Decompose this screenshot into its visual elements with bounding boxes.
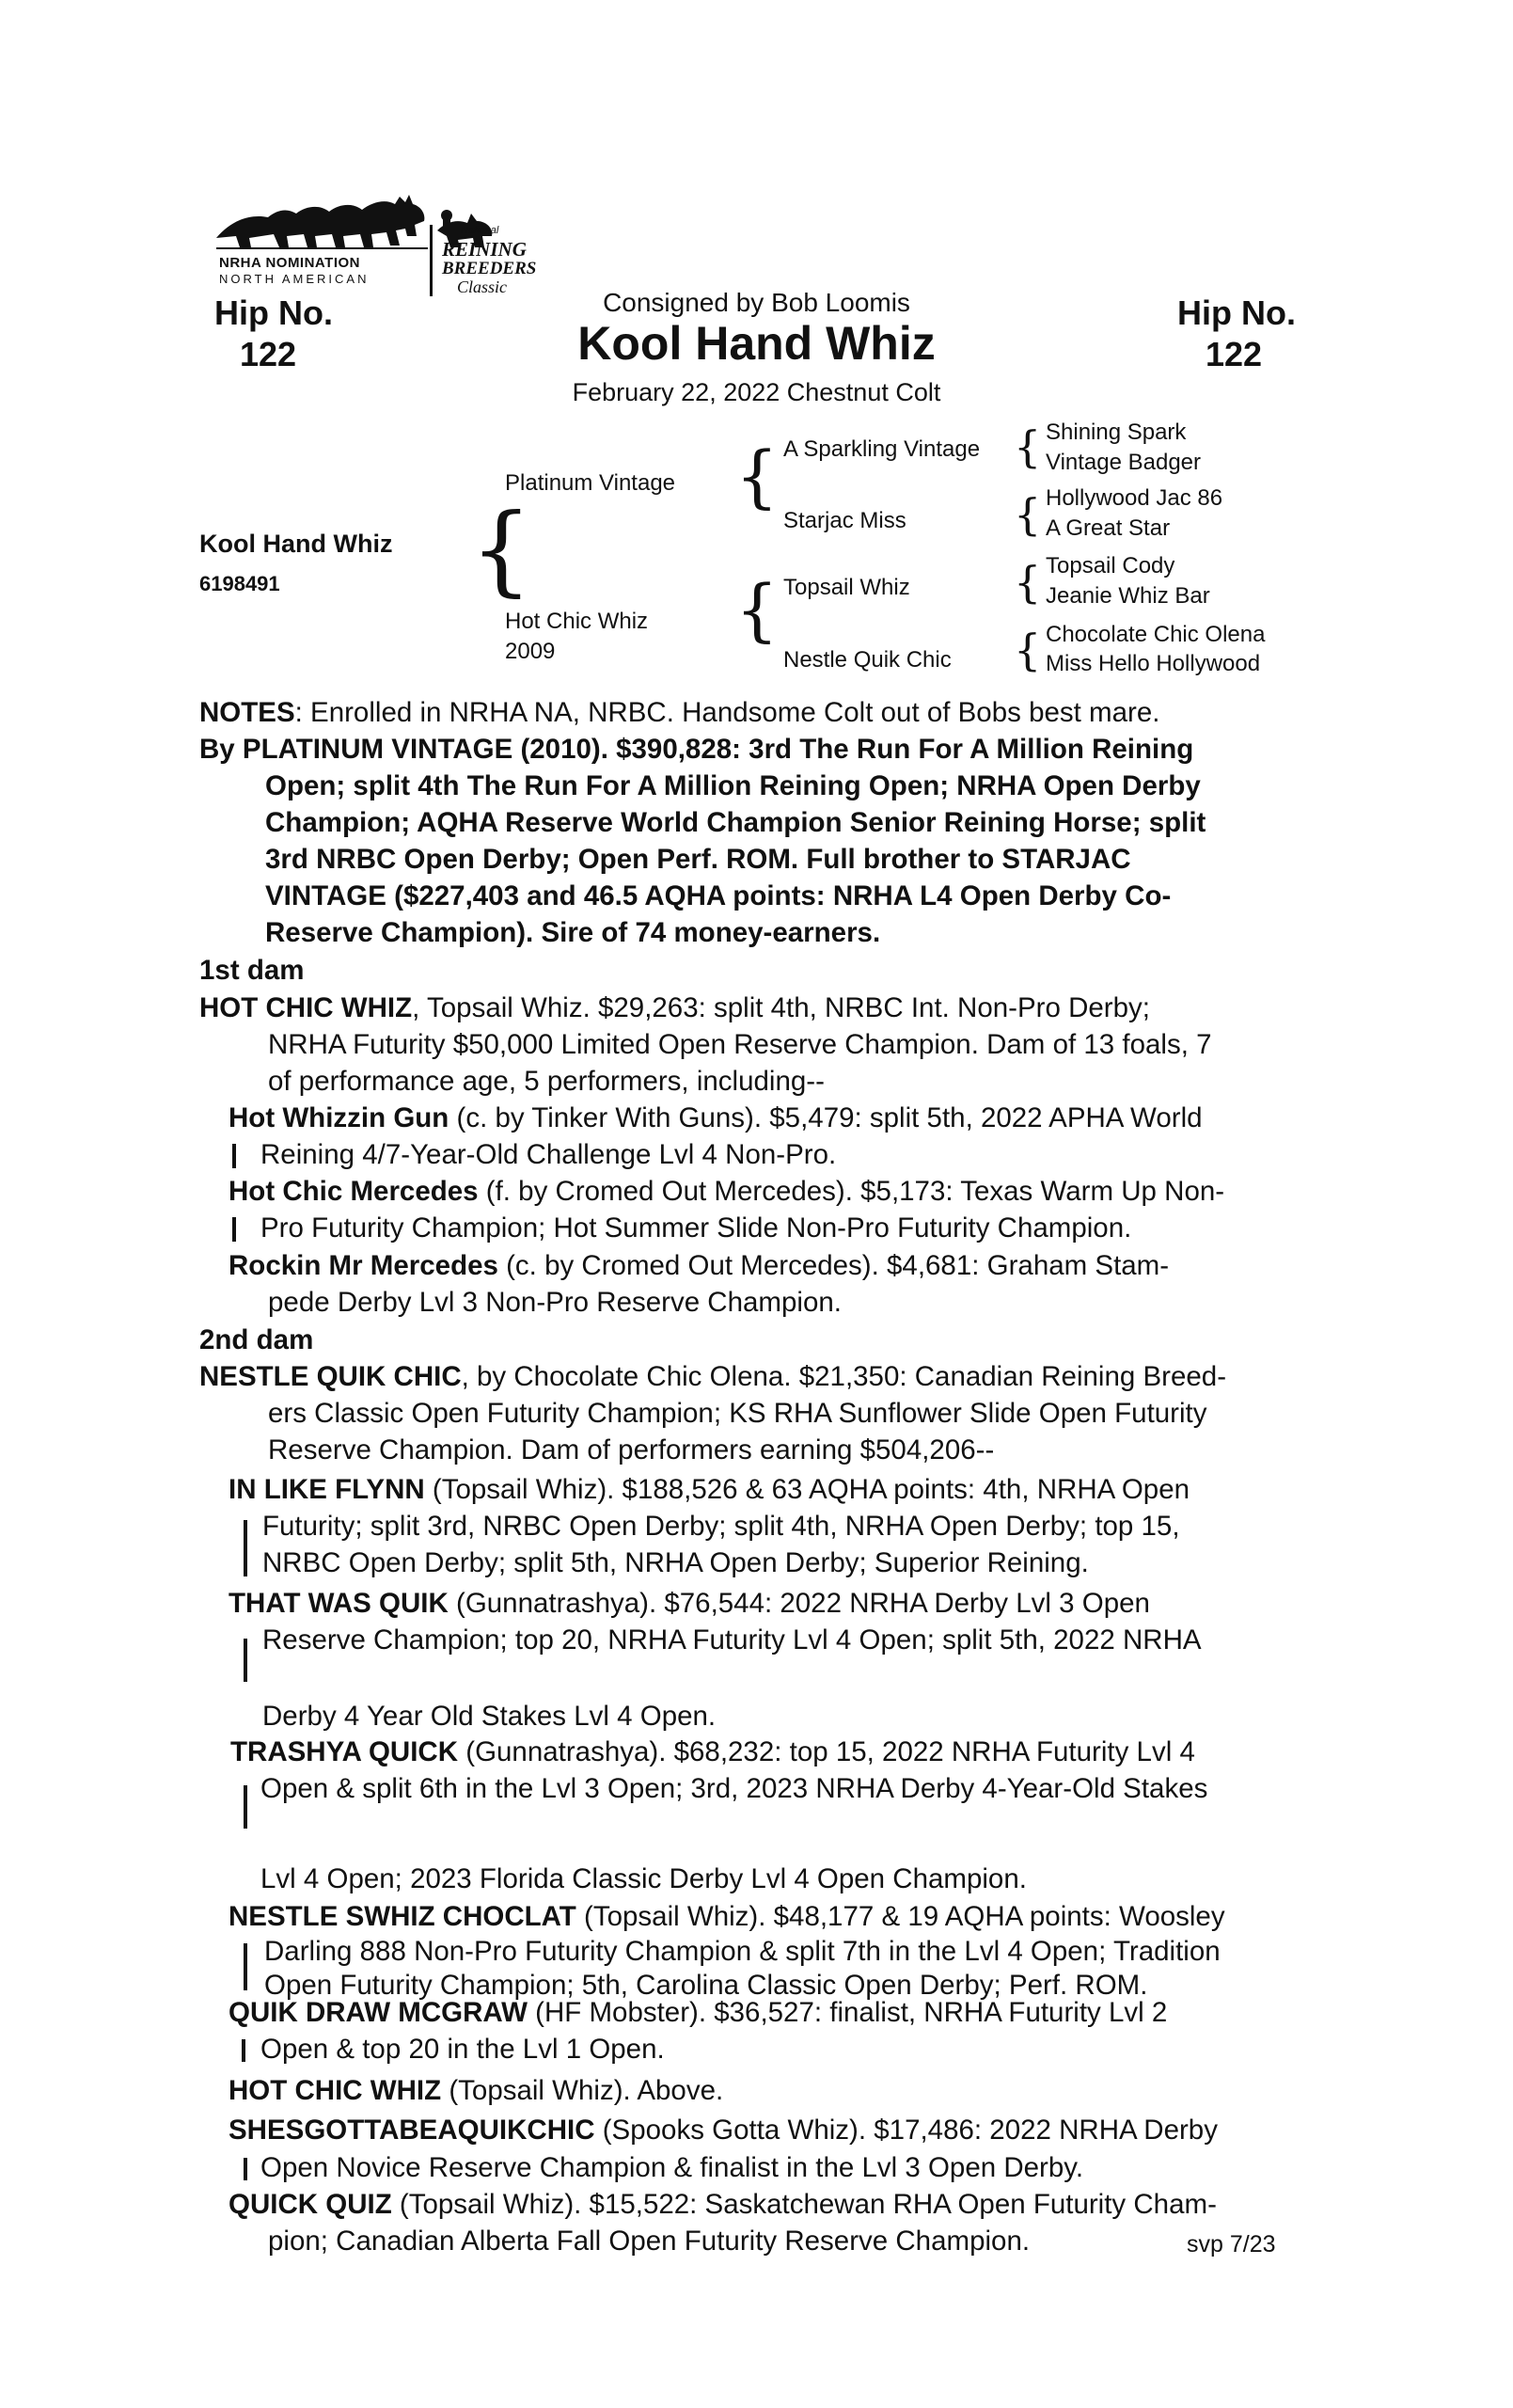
pedigree-gg-5: Topsail Cody [1046,553,1175,578]
second-dam-line-1: NESTLE QUIK CHIC, by Chocolate Chic Olena. $21,350: Canadian Reining Breed- [199,1361,1227,1392]
nrbc-badge: National REINING BREEDERS Classic [430,225,555,296]
produce-entry: NESTLE SWHIZ CHOCLAT (Topsail Whiz). $48,177 & 19 AQHA points: Woosley [229,1901,1225,1932]
second-dam-heading: 2nd dam [199,1324,314,1355]
hip-number-left: 122 [240,335,297,373]
produce-entry-cont: Pro Futurity Champion; Hot Summer Slide Non-Pro Futurity Champion. [260,1212,1132,1244]
sire-record-line-2: Open; split 4th The Run For A Million Reining Open; NRHA Open Derby [265,770,1201,801]
pedigree-gg-3: Hollywood Jac 86 [1046,485,1223,511]
notes-line [199,697,1159,729]
brace-icon: { [735,436,779,515]
produce-entry: Hot Whizzin Gun (c. by Tinker With Guns). $5,479: split 5th, 2022 APHA World [229,1102,1203,1133]
brace-icon: { [1014,625,1042,675]
produce-entry: Rockin Mr Mercedes (c. by Cromed Out Mercedes). $4,681: Graham Stam- [229,1250,1170,1281]
produce-entry: TRASHYA QUICK (Gunnatrashya). $68,232: top 15, 2022 NRHA Futurity Lvl 4 [230,1736,1195,1767]
first-dam-heading: 1st dam [199,955,305,986]
sire-record-line-5: VINTAGE ($227,403 and 46.5 AQHA points: NRHA L4 Open Derby Co- [265,880,1172,911]
second-dam-line-2: ers Classic Open Futurity Champion; KS RHA Sunflower Slide Open Futurity [268,1398,1207,1429]
notes-label: NOTES [199,697,295,728]
pedigree-gg-1: Shining Spark [1046,420,1187,445]
produce-entry: Hot Chic Mercedes (f. by Cromed Out Mercedes). $5,173: Texas Warm Up Non- [229,1176,1225,1207]
continuation-bar [242,2039,245,2062]
continuation-bar [244,1639,247,1682]
produce-entry-cont: Lvl 4 Open; 2023 Florida Classic Derby Lvl 4 Open Champion. [260,1863,1027,1894]
produce-entry: SHESGOTTABEAQUIKCHIC (Spooks Gotta Whiz). $17,486: 2022 NRHA Derby [229,2115,1218,2146]
brace-icon: { [1014,489,1042,540]
produce-entry-cont: Derby 4 Year Old Stakes Lvl 4 Open. [262,1701,717,1732]
pedigree-gg-7: Chocolate Chic Olena [1046,622,1266,647]
produce-entry: QUIK DRAW MCGRAW (HF Mobster). $36,527: finalist, NRHA Futurity Lvl 2 [229,1997,1168,2028]
produce-entry: HOT CHIC WHIZ (Topsail Whiz). Above. [229,2075,724,2106]
pedigree-gg-2: Vintage Badger [1046,450,1202,475]
sire-record-line-4: 3rd NRBC Open Derby; Open Perf. ROM. Full brother to STARJAC [265,844,1131,875]
pedigree-dam-dam: Nestle Quik Chic [783,647,952,673]
foaled-info: February 22, 2022 Chestnut Colt [572,378,941,406]
horse-name-title: Kool Hand Whiz [577,317,936,370]
consigned-by: Consigned by Bob Loomis [603,288,910,317]
first-dam-line-2: NRHA Futurity $50,000 Limited Open Reserve Champion. Dam of 13 foals, 7 [268,1029,1212,1060]
continuation-bar [232,1217,236,1242]
produce-entry-cont: Open & top 20 in the Lvl 1 Open. [260,2034,665,2065]
pedigree-gg-4: A Great Star [1046,515,1171,541]
first-dam-line-1: HOT CHIC WHIZ, Topsail Whiz. $29,263: split 4th, NRBC Int. Non-Pro Derby; [199,992,1150,1023]
sire-record-line-3: Champion; AQHA Reserve World Champion Senior Reining Horse; split [265,807,1206,838]
first-dam-line-3: of performance age, 5 performers, including-- [268,1066,825,1097]
brace-icon: { [470,492,533,607]
pedigree-sire-dam: Starjac Miss [783,508,906,533]
brace-icon: { [1014,421,1042,472]
produce-entry-cont: Darling 888 Non-Pro Futurity Champion & split 7th in the Lvl 4 Open; Tradition [264,1936,1221,1967]
pedigree-dam: Hot Chic Whiz [505,609,649,634]
pedigree-subject-name: Kool Hand Whiz [199,530,393,558]
hip-number-right: 122 [1206,335,1263,373]
produce-entry-cont: Reserve Champion; top 20, NRHA Futurity Lvl 4 Open; split 5th, 2022 NRHA [262,1624,1202,1656]
hip-label-left: Hip No. [214,293,333,332]
pedigree-dam-year: 2009 [505,639,556,664]
pedigree-gg-6: Jeanie Whiz Bar [1046,583,1210,609]
pedigree-registration: 6198491 [199,572,280,595]
continuation-bar [244,1785,247,1829]
produce-entry-cont: pede Derby Lvl 3 Non-Pro Reserve Champion. [268,1287,842,1318]
produce-entry: THAT WAS QUIK (Gunnatrashya). $76,544: 2022 NRHA Derby Lvl 3 Open [229,1588,1150,1619]
continuation-bar [232,1144,236,1168]
continuation-bar [244,1943,247,1990]
sire-record-line-6: Reserve Champion). Sire of 74 money-earners. [265,917,881,948]
produce-entry-cont: Open & split 6th in the Lvl 3 Open; 3rd, 2023 NRHA Derby 4-Year-Old Stakes [260,1773,1208,1804]
produce-entry-cont: Open Novice Reserve Champion & finalist in the Lvl 3 Open Derby. [260,2152,1084,2183]
pedigree-sire-sire: A Sparkling Vintage [783,436,981,462]
brace-icon: { [1014,557,1042,608]
produce-entry-cont: Open Futurity Champion; 5th, Carolina Classic Open Derby; Perf. ROM. [264,1970,1148,2001]
produce-entry-cont: pion; Canadian Alberta Fall Open Futurity Reserve Champion. [268,2226,1031,2257]
pedigree-dam-sire: Topsail Whiz [783,575,910,600]
produce-entry-cont: Reining 4/7-Year-Old Challenge Lvl 4 Non-Pro. [260,1139,837,1170]
continuation-bar [244,2158,247,2180]
pedigree-sire: Platinum Vintage [505,470,676,496]
produce-entry: IN LIKE FLYNN (Topsail Whiz). $188,526 & 63 AQHA points: 4th, NRHA Open [229,1474,1190,1505]
brace-icon: { [735,570,779,649]
second-dam-line-3: Reserve Champion. Dam of performers earning $504,206-- [268,1434,995,1465]
produce-entry: QUICK QUIZ (Topsail Whiz). $15,522: Saskatchewan RHA Open Futurity Cham- [229,2189,1217,2220]
hip-label-right: Hip No. [1177,293,1296,332]
continuation-bar [244,1520,247,1576]
notes-text: : Enrolled in NRHA NA, NRBC. Handsome Colt out of Bobs best mare. [294,697,1160,728]
nrha-nomination-text: NRHA NOMINATION [219,255,360,271]
pedigree-gg-8: Miss Hello Hollywood [1046,651,1261,676]
footer-code: svp 7/23 [1187,2231,1276,2258]
produce-entry-cont: NRBC Open Derby; split 5th, NRHA Open Derby; Superior Reining. [262,1547,1089,1578]
north-american-text: NORTH AMERICAN [219,272,370,286]
sire-record-line-1: By PLATINUM VINTAGE (2010). $390,828: 3rd The Run For A Million Reining [199,734,1194,765]
produce-entry-cont: Futurity; split 3rd, NRBC Open Derby; split 4th, NRHA Open Derby; top 15, [262,1511,1180,1542]
